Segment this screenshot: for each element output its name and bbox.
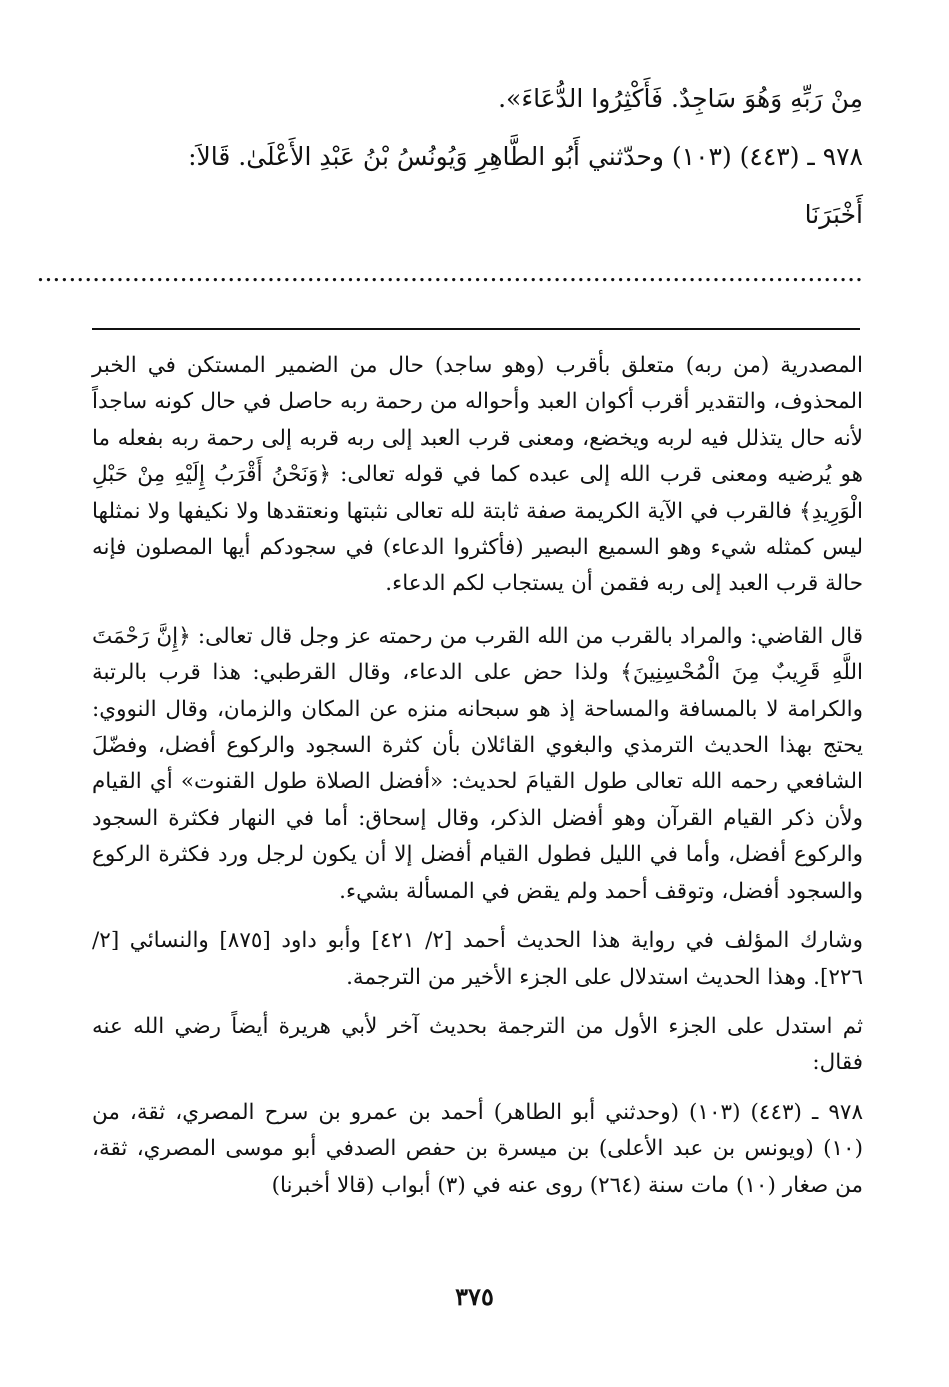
footnote-divider <box>92 328 860 330</box>
commentary-paragraph-2: قال القاضي: والمراد بالقرب من الله القرب من رحمته عز وجل قال تعالى: ﴿إِنَّ رَحْمَتَ اللَّهِ قَرِيبٌ مِنَ الْمُحْسِنِينَ﴾ ولذا حض على الدعاء، وقال القرطبي: هذا قرب بالرتبة والكرامة لا بالمسافة والمساحة إذ هو سبحانه منزه عن المكان والزمان، وقال النووي: يحتج بهذا الحديث الترمذي والبغوي القائلان بأن كثرة السجود والركوع أفضل، وفضّلَ الشافعي رحمه الله تعالى طول القيامَ لحديث: «أفضل الصلاة طول القنوت» أي القيام ولأن ذكر القيام القرآن وهو أفضل الذكر، وقال إسحاق: أما في النهار فكثرة السجود والركوع أفضل، وأما في الليل فطول القيام أفضل إلا أن يكون لرجل ورد فكثرة الركوع والسجود أفضل، وتوقف أحمد ولم يقض في المسألة بشيء. <box>92 623 863 904</box>
hadith-line-3 <box>36 186 863 302</box>
page-number: ٣٧٥ <box>455 1282 494 1311</box>
hadith-line-3-word: أَخْبَرَنَا <box>804 200 863 229</box>
hadith-text <box>36 70 863 302</box>
commentary-paragraph-4: ثم استدل على الجزء الأول من الترجمة بحديث آخر لأبي هريرة أيضاً رضي الله عنه فقال: <box>92 1013 863 1076</box>
commentary-paragraph-5: ٩٧٨ ـ (٤٤٣) (١٠٣) (وحدثني أبو الطاهر) أحمد بن عمرو بن سرح المصري، ثقة، من (١٠) (ويونس بن عبد الأعلى) بن ميسرة بن حفص الصدفي أبو موسى المصري، ثقة، من صغار (١٠) مات سنة (٢٦٤) روى عنه في (٣) أبواب (قالا أخبرنا) <box>92 1099 863 1198</box>
hadith-line-1: مِنْ رَبِّهِ وَهُوَ سَاجِدٌ. فَأَكْثِرُوا الدُّعَاءَ». <box>498 84 863 113</box>
hadith-line-3-dots: ........................................................................................................ <box>36 258 863 287</box>
commentary-paragraph-1: المصدرية (من ربه) متعلق بأقرب (وهو ساجد) حال من الضمير المستكن في الخبر المحذوف، والتقدير أقرب أكوان العبد وأحواله من رحمة ربه حاصل في حال كونه ساجداً لأنه حال يتذلل فيه لربه ويخضع، ومعنى قرب العبد إلى ربه قربه إلى رحمة ربه بفعله ما هو يُرضيه ومعنى قرب الله إلى عبده كما في قوله تعالى: ﴿وَنَحْنُ أَقْرَبُ إِلَيْهِ مِنْ حَبْلِ الْوَرِيدِ﴾ فالقرب في الآية الكريمة صفة ثابتة لله تعالى نثبتها ونعتقدها ولا نكيفها ولا نمثلها ليس كمثله شيء وهو السميع البصير (فأكثروا الدعاء) في سجودكم أيها المصلون فإنه حالة قرب العبد إلى ربه فقمن أن يستجاب لكم الدعاء. <box>92 353 863 597</box>
commentary-paragraph-3: وشارك المؤلف في رواية هذا الحديث أحمد [٢/ ٤٢١] وأبو داود [٨٧٥] والنسائي [٢/ ٢٢٦]. وهذا الحديث استدلال على الجزء الأخير من الترجمة. <box>92 928 864 990</box>
hadith-line-2: ٩٧٨ ـ (٤٤٣) (١٠٣) وحدّثني أَبُو الطَّاهِرِ وَيُونُسُ بْنُ عَبْدِ الأَعْلَىٰ. قَالاَ: <box>188 142 863 171</box>
commentary <box>92 348 863 1204</box>
